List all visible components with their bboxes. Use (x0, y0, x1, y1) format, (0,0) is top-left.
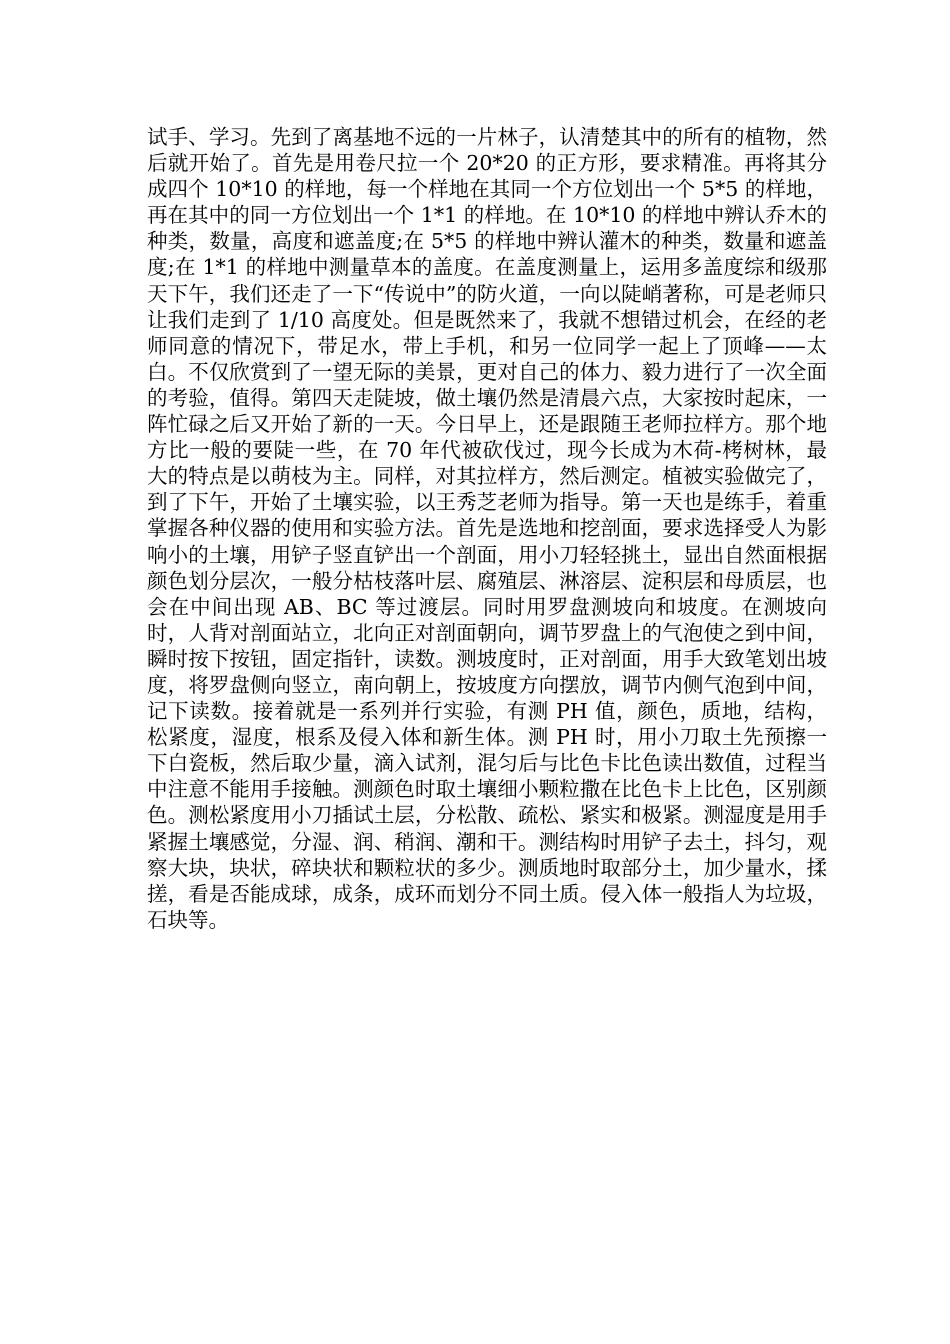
body-paragraph: 试手、学习。先到了离基地不远的一片林子，认清楚其中的所有的植物，然后就开始了。首先是用卷尺拉一个 20*20 的正方形，要求精准。再将其分成四个 10*10 的样地，每一个样地在其同一个方位划出一个 5*5 的样地，再在其中的同一方位划出一个 1*1 的样地。在 10*10 的样地中辨认乔木的种类，数量，高度和遮盖度;在 5*5 的样地中辨认灌木的种类，数量和遮盖度;在 1*1 的样地中测量草本的盖度。在盖度测量上，运用多盖度综和级那天下午，我们还走了一下“传说中”的防火道，一向以陡峭著称，可是老师只让我们走到了 1/10 高度处。但是既然来了，我就不想错过机会，在经的老师同意的情况下，带足水，带上手机，和另一位同学一起上了顶峰——太白。不仅欣赏到了一望无际的美景，更对自己的体力、毅力进行了一次全面的考验，值得。第四天走陡坡，做土壤仍然是清晨六点，大家按时起床，一阵忙碌之后又开始了新的一天。今日早上，还是跟随王老师拉样方。那个地方比一般的要陡一些，在 70 年代被砍伐过，现今长成为木荷-栲树林，最大的特点是以萌枝为主。同样，对其拉样方，然后测定。植被实验做完了，到了下午，开始了土壤实验，以王秀芝老师为指导。第一天也是练手，着重掌握各种仪器的使用和实验方法。首先是选地和挖剖面，要求选择受人为影响小的土壤，用铲子竖直铲出一个剖面，用小刀轻轻挑土，显出自然面根据颜色划分层次，一般分枯枝落叶层、腐殖层、淋溶层、淀积层和母质层，也会在中间出现 AB、BC 等过渡层。同时用罗盘测坡向和坡度。在测坡向时，人背对剖面站立，北向正对剖面朝向，调节罗盘上的气泡使之到中间，瞬时按下按钮，固定指针，读数。测坡度时，正对剖面，用手大致笔划出坡度，将罗盘侧向竖立，南向朝上，按坡度方向摆放，调节内侧气泡到中间，记下读数。接着就是一系列并行实验，有测 PH 值，颜色，质地，结构，松紧度，湿度，根系及侵入体和新生体。测 PH 时，用小刀取土先预擦一下白瓷板，然后取少量，滴入试剂，混匀后与比色卡比色读出数值，过程当中注意不能用手接触。测颜色时取土壤细小颗粒撒在比色卡上比色，区别颜色。测松紧度用小刀插试土层，分松散、疏松、紧实和极紧。测湿度是用手紧握土壤感觉，分湿、润、稍润、潮和干。测结构时用铲子去土，抖匀，观察大块，块状，碎块状和颗粒状的多少。测质地时取部分土，加少量水，揉搓，看是否能成球，成条，成环而划分不同土质。侵入体一般指人为垃圾，石块等。 (147, 125, 827, 932)
